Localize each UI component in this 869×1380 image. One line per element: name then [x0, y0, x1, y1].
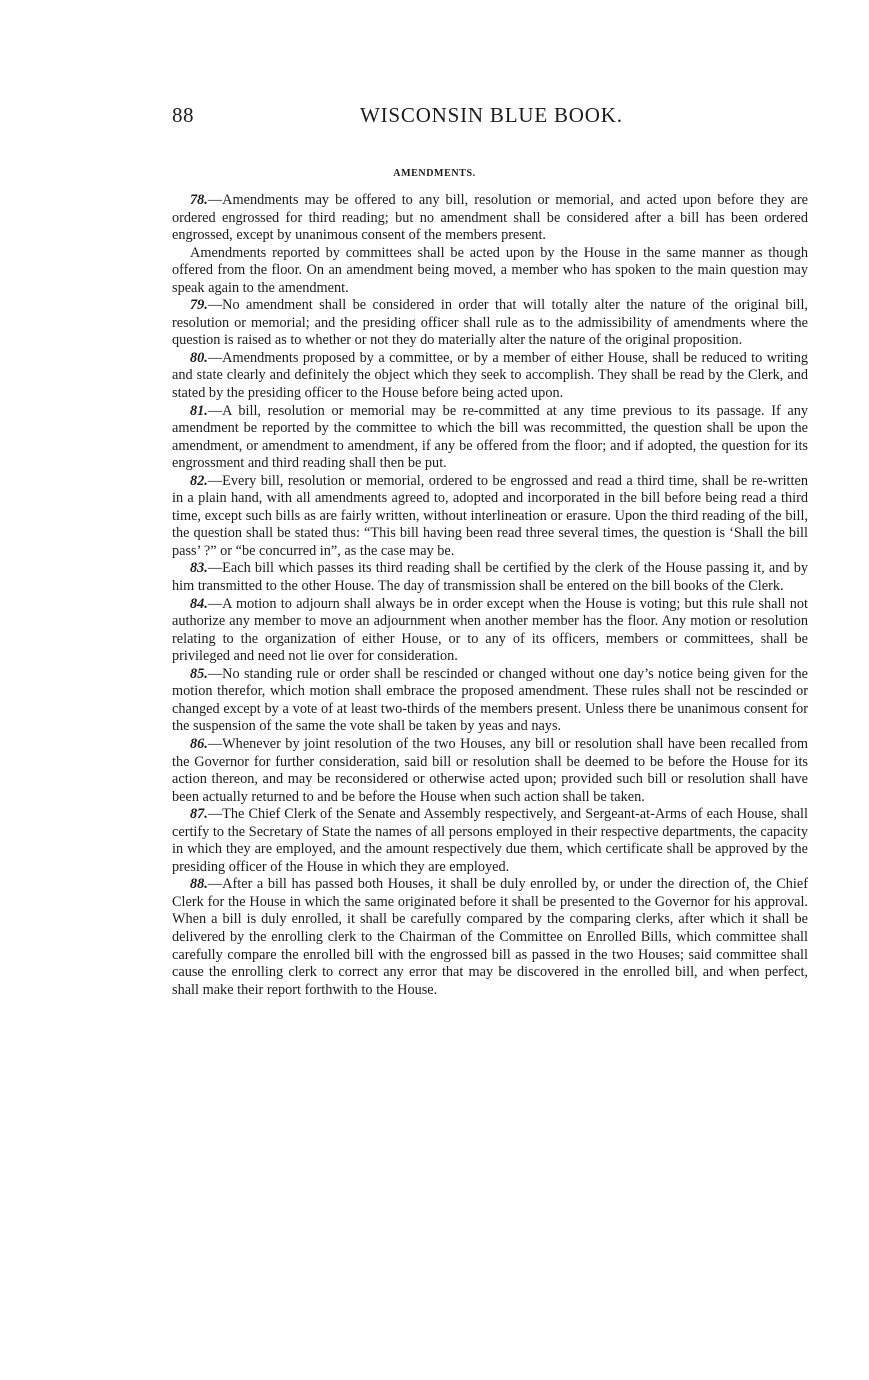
rule-number: 87.	[190, 806, 208, 823]
rule-number: 84.	[190, 595, 208, 612]
rule-paragraph	[172, 596, 808, 666]
rule-paragraph	[172, 403, 808, 473]
rule-paragraph	[172, 297, 808, 350]
rule-paragraph	[172, 192, 808, 245]
rule-paragraph	[172, 876, 808, 999]
rule-number: 80.	[190, 349, 208, 366]
rule-text: —The Chief Clerk of the Senate and Assembly respectively, and Sergeant-at-Arms of each House, shall certify to the Secretary of State the names of all persons employed in their respective departments, the capacity in which they are employed, and the amount respectively due them, which certificate shall be approved by the presiding officer of the House in which they are employed.	[172, 806, 808, 875]
rule-text: —Amendments may be offered to any bill, resolution or memorial, and acted upon before they are ordered engrossed for third reading; but no amendment shall be considered after a bill has been ordered engrossed, except by unanimous consent of the members present.	[172, 192, 808, 244]
rule-number: 88.	[190, 876, 208, 893]
book-title: WISCONSIN BLUE BOOK.	[360, 103, 623, 127]
rule-paragraph	[172, 350, 808, 403]
rule-number: 85.	[190, 665, 208, 682]
rule-paragraph	[172, 473, 808, 561]
rule-text: —No standing rule or order shall be rescinded or changed without one day’s notice being given for the motion therefor, which motion shall embrace the proposed amendment. These rules shall not be rescinded or changed except by a vote of at least two-thirds of the members present. Unless there be unanimous consent for the suspension of the same the vote shall be taken by yeas and nays.	[172, 665, 808, 735]
rule-number: 81.	[190, 402, 208, 419]
rule-paragraph	[172, 736, 808, 806]
rule-paragraph	[172, 560, 808, 595]
rule-text: —Amendments proposed by a committee, or by a member of either House, shall be reduced to writing and state clearly and definitely the object which they seek to accomplish. They shall be read by the Clerk, and stated by the presiding officer to the House before being acted upon.	[172, 349, 808, 402]
rule-text: —After a bill has passed both Houses, it shall be duly enrolled by, or under the direction of, the Chief Clerk for the House in which the same originated before it shall be presented to the Governor for his approval. When a bill is duly enrolled, it shall be carefully compared by the comparing clerks, after which it shall be delivered by the enrolling clerk to the Chairman of the Committee on Enrolled Bills, which committee shall carefully compare the enrolled bill with the engrossed bill as passed in the two Houses; said committee shall cause the enrolling clerk to correct any error that may be discovered in the enrolled bill, and when perfect, shall make their report forthwith to the House.	[172, 876, 808, 998]
rule-text: —A bill, resolution or memorial may be re-committed at any time previous to its passage. If any amendment be reported by the committee to which the bill was recommitted, the question shall be upon the amendment, or amendment to amendment, if any be offered from the floor; and if adopted, the question for its engrossment and third reading shall then be put.	[172, 402, 808, 472]
rule-text: —No amendment shall be considered in order that will totally alter the nature of the original bill, resolution or memorial; and the presiding officer shall rule as to the admissibility of amendments where the question is raised as to whether or not they do materially alter the nature of the original proposition.	[172, 297, 808, 349]
rule-text: Amendments reported by committees shall be acted upon by the House in the same manner as though offered from the floor. On an amendment being moved, a member who has spoken to the main question may speak again to the amendment.	[172, 244, 808, 296]
rule-number: 79.	[190, 297, 208, 314]
rule-paragraph	[172, 245, 808, 298]
rule-text: —Each bill which passes its third reading shall be certified by the clerk of the House passing it, and by him transmitted to the other House. The day of transmission shall be entered on the bill books of the Clerk.	[172, 560, 808, 595]
rule-text: —Whenever by joint resolution of the two Houses, any bill or resolution shall have been recalled from the Governor for further consideration, said bill or resolution shall be deemed to be before the House for its action thereon, and may be reconsidered or otherwise acted upon; provided such bill or resolution shall have been actually returned to and be before the House when such action shall be taken.	[172, 735, 808, 805]
rules-body	[172, 192, 808, 999]
rule-paragraph	[172, 666, 808, 736]
rule-number: 86.	[190, 735, 208, 752]
section-heading: AMENDMENTS.	[393, 168, 476, 179]
page-number: 88	[172, 103, 194, 127]
rule-number: 78.	[190, 192, 208, 208]
rule-text: —Every bill, resolution or memorial, ordered to be engrossed and read a third time, shall be re-written in a plain hand, with all amendments agreed to, adopted and incorporated in the bill before being read a third time, except such bills as are fairly written, without interlineation or erasure. Upon the third reading of the bill, the question shall be stated thus: “This bill having been read three several times, the question is ‘Shall the bill pass’ ?” or “be concurred in”, as the case may be.	[172, 472, 808, 559]
rule-number: 82.	[190, 472, 208, 489]
rule-paragraph	[172, 806, 808, 876]
rule-text: —A motion to adjourn shall always be in order except when the House is voting; but this rule shall not authorize any member to move an adjournment when another member has the floor. Any motion or resolution relating to the organization of either House, or to any of its officers, members or committees, shall be privileged and need not lie over for consideration.	[172, 595, 808, 665]
running-head	[172, 103, 632, 133]
rule-number: 83.	[190, 560, 208, 577]
